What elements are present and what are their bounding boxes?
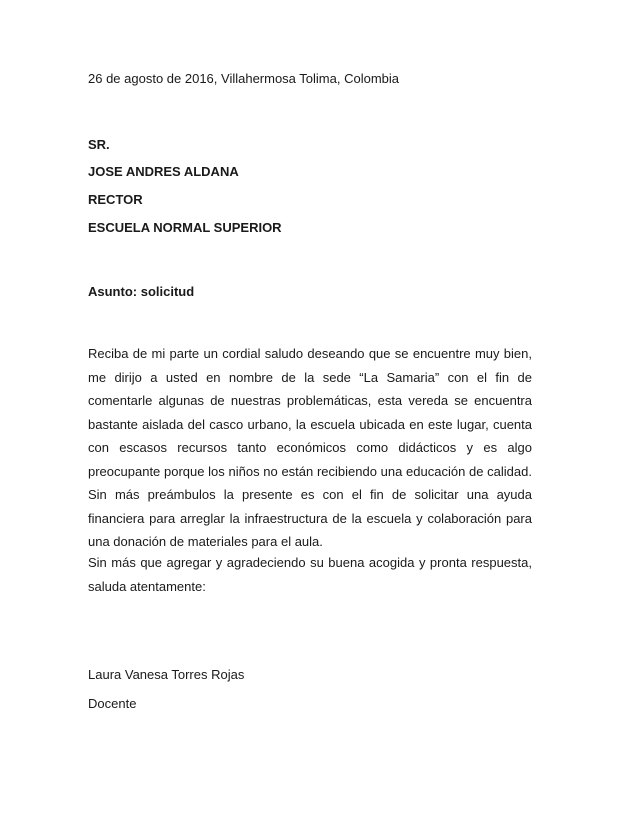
subject-line: Asunto: solicitud <box>88 284 195 299</box>
date-line: 26 de agosto de 2016, Villahermosa Tolima, Colombia <box>88 71 399 86</box>
closing-paragraph: Sin más que agregar y agradeciendo su buena acogida y pronta respuesta, saluda atentamente: <box>88 555 532 594</box>
body-paragraph: Reciba de mi parte un cordial saludo deseando que se encuentre muy bien, me dirijo a usted en nombre de la sede “La Samaria” con el fin de comentarle algunas de nuestras problemáticas, esta vereda se encuentra bastante aislada del casco urbano, la escuela ubicada en este lugar, cuenta con escasos recursos tanto económicos como didácticos y es algo preocupante porque los niños no están recibiendo una educación de calidad. Sin más preámbulos la presente es con el fin de solicitar una ayuda financiera para arreglar la infraestructura de la escuela y colaboración para una donación de materiales para el aula. <box>88 346 532 549</box>
signature-role: Docente <box>88 696 137 711</box>
recipient-name: JOSE ANDRES ALDANA <box>88 164 239 179</box>
signature-name: Laura Vanesa Torres Rojas <box>88 667 245 682</box>
recipient-salutation: SR. <box>88 137 110 152</box>
recipient-institution: ESCUELA NORMAL SUPERIOR <box>88 220 282 235</box>
recipient-position: RECTOR <box>88 192 143 207</box>
